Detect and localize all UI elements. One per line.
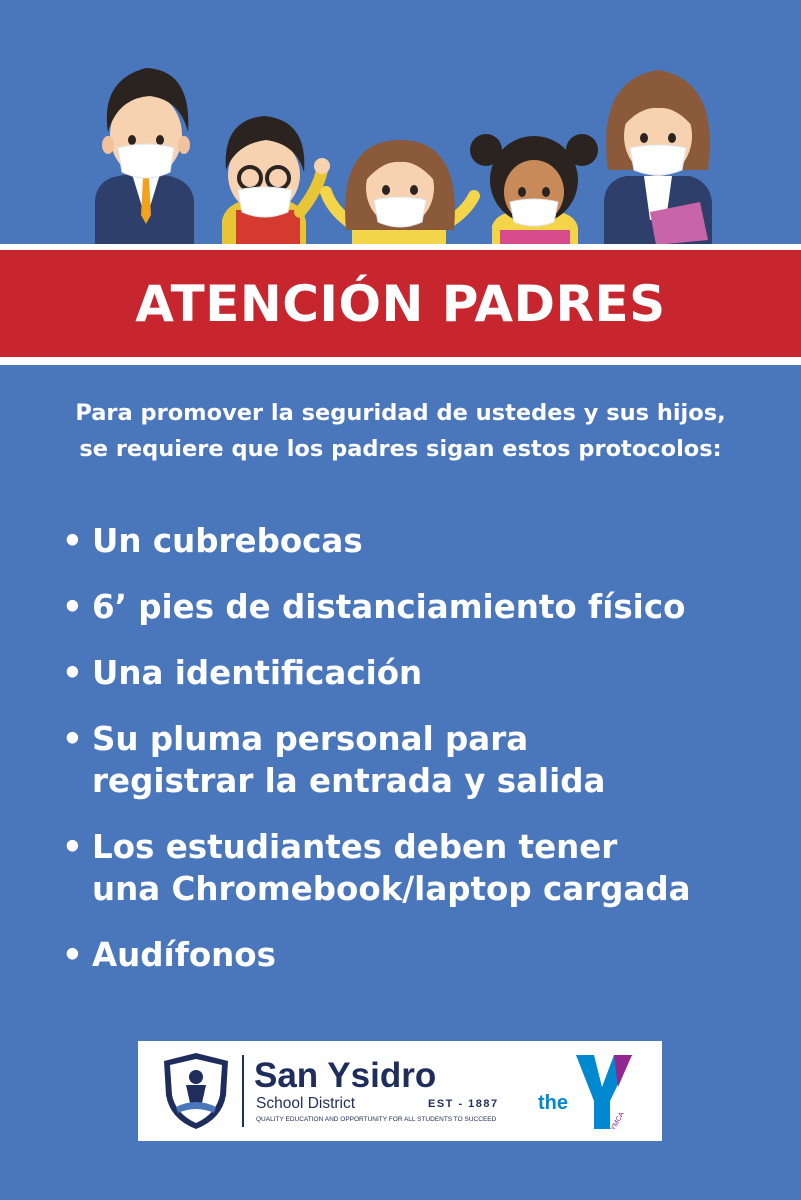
sponsor-logo-box bbox=[138, 1041, 662, 1141]
girl-with-mask bbox=[326, 140, 474, 245]
protocol-text: Su pluma personal para bbox=[92, 720, 529, 758]
district-name: San Ysidro bbox=[254, 1056, 437, 1095]
man-with-mask bbox=[95, 68, 194, 245]
protocol-list bbox=[58, 520, 788, 976]
protocol-text: Audífonos bbox=[92, 936, 276, 974]
ymca-the-text: the bbox=[538, 1092, 568, 1114]
woman-with-mask-and-folder bbox=[604, 70, 712, 245]
bullet: • bbox=[62, 828, 83, 866]
ymca-logo bbox=[536, 1049, 646, 1135]
protocol-text: Una identificación bbox=[92, 654, 423, 692]
banner-bottom-border bbox=[0, 357, 801, 365]
district-shield-logo bbox=[160, 1051, 232, 1131]
protocol-text: Los estudiantes deben tener bbox=[92, 828, 618, 866]
title-banner bbox=[0, 250, 801, 357]
curly-haired-girl-with-mask bbox=[470, 134, 598, 245]
bullet: • bbox=[62, 936, 83, 974]
protocol-text: 6’ pies de distanciamiento físico bbox=[92, 588, 686, 626]
protocol-item-pen bbox=[58, 718, 788, 802]
boy-with-glasses-and-mask bbox=[222, 116, 330, 245]
protocol-text: registrar la entrada y salida bbox=[92, 762, 606, 800]
ymca-letters: YMCA bbox=[609, 1110, 626, 1132]
logo-divider bbox=[242, 1055, 244, 1127]
masked-family-illustration bbox=[0, 40, 801, 245]
protocol-text: una Chromebook/laptop cargada bbox=[92, 870, 691, 908]
intro-text bbox=[20, 395, 781, 467]
district-established: EST - 1887 bbox=[428, 1098, 499, 1110]
protocol-item-chromebook bbox=[58, 826, 788, 910]
protocol-item-id bbox=[58, 652, 788, 694]
bullet: • bbox=[62, 720, 83, 758]
bullet: • bbox=[62, 522, 83, 560]
district-subtitle: School District bbox=[256, 1095, 356, 1112]
page-title: ATENCIÓN PADRES bbox=[135, 274, 666, 333]
protocol-item-distance bbox=[58, 586, 788, 628]
intro-line: se requiere que los padres sigan estos protocolos: bbox=[79, 436, 722, 462]
bullet: • bbox=[62, 588, 83, 626]
intro-line: Para promover la seguridad de ustedes y sus hijos, bbox=[75, 400, 726, 426]
district-tagline: QUALITY EDUCATION AND OPPORTUNITY FOR ALL STUDENTS TO SUCCEED bbox=[256, 1116, 497, 1123]
protocol-text: Un cubrebocas bbox=[92, 522, 363, 560]
protocol-item-mask bbox=[58, 520, 788, 562]
bullet: • bbox=[62, 654, 83, 692]
protocol-item-headphones bbox=[58, 934, 788, 976]
